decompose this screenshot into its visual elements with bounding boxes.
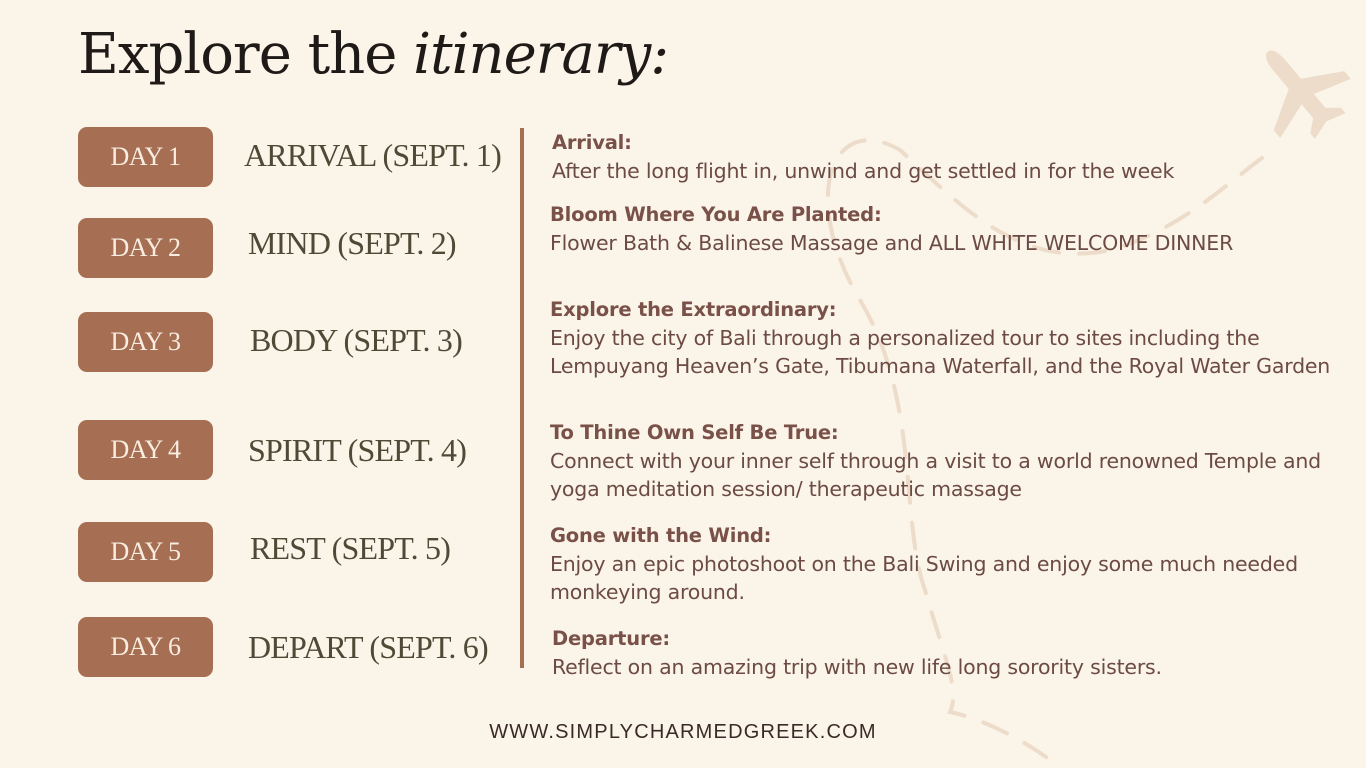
description-heading: Departure: [552,627,670,650]
day-description-6 [552,625,1352,681]
title-accent: itinerary: [413,22,669,87]
description-heading: Bloom Where You Are Planted: [550,203,882,226]
day-theme-label: REST [250,530,325,566]
day-theme-1 [244,137,501,174]
day-theme-label: DEPART [248,629,363,665]
description-body: Enjoy the city of Bali through a personalized tour to sites including the Lempuyang Heaven’s Gate, Tibumana Waterfall, and the Royal Water Garden [550,326,1331,378]
title-main: Explore the [78,22,397,87]
day-theme-label: ARRIVAL [244,137,376,173]
website-url: WWW.SIMPLYCHARMEDGREEK.COM [489,721,877,743]
description-body: Reflect on an amazing trip with new life long sorority sisters. [552,655,1162,679]
vertical-divider [520,128,524,668]
day-theme-5 [250,530,450,567]
day-description-1 [552,129,1352,185]
day-description-5 [550,522,1350,606]
day-theme-label: BODY [250,322,337,358]
day-theme-date: (SEPT. 3) [343,322,462,358]
description-heading: Explore the Extraordinary: [550,298,837,321]
day-theme-3 [250,322,462,359]
day-theme-6 [248,629,488,666]
day-theme-4 [248,432,466,469]
day-badge-5: DAY 5 [78,522,213,582]
day-theme-date: (SEPT. 2) [337,225,456,261]
page-title [78,22,668,87]
day-description-4 [550,419,1350,503]
day-badge-4: DAY 4 [78,420,213,480]
description-heading: Gone with the Wind: [550,524,772,547]
day-theme-date: (SEPT. 6) [369,629,488,665]
day-badge-2: DAY 2 [78,218,213,278]
description-body: After the long flight in, unwind and get settled in for the week [552,159,1175,183]
day-theme-date: (SEPT. 5) [331,530,451,566]
day-theme-label: SPIRIT [248,432,341,468]
day-theme-label: MIND [248,225,331,261]
description-heading: To Thine Own Self Be True: [550,421,839,444]
description-body: Flower Bath & Balinese Massage and ALL WHITE WELCOME DINNER [550,231,1234,255]
day-description-2 [550,201,1310,257]
day-badge-1: DAY 1 [78,127,213,187]
day-theme-date: (SEPT. 4) [347,432,467,468]
description-heading: Arrival: [552,131,632,154]
description-body: Enjoy an epic photoshoot on the Bali Swing and enjoy some much needed monkeying around. [550,552,1298,604]
description-body: Connect with your inner self through a visit to a world renowned Temple and yoga meditation session/ therapeutic massage [550,449,1321,501]
day-badge-3: DAY 3 [78,312,213,372]
day-badge-6: DAY 6 [78,617,213,677]
day-theme-date: (SEPT. 1) [382,137,501,173]
day-description-3 [550,296,1350,380]
day-theme-2 [248,225,456,262]
